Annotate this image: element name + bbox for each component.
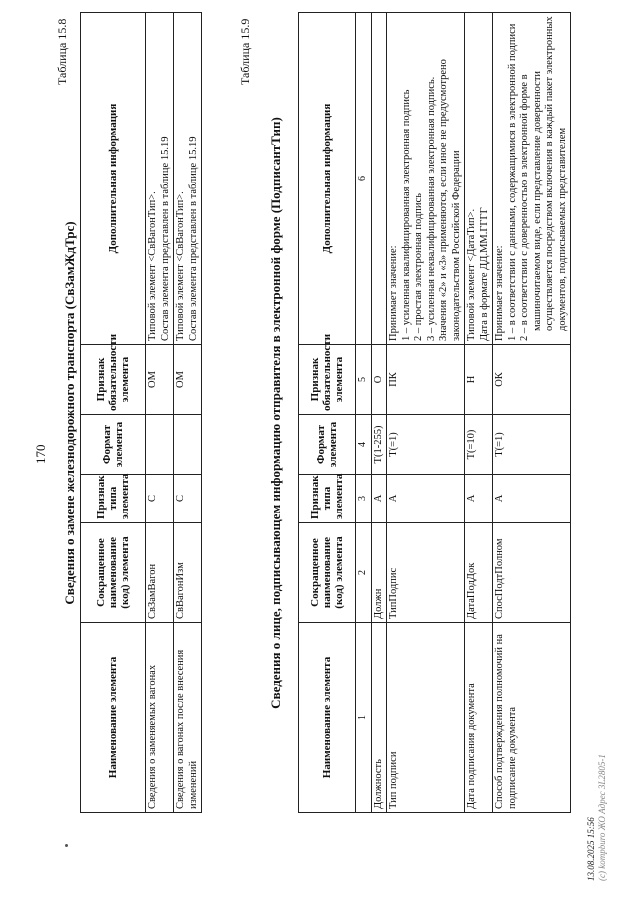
cell-element-required: ПК bbox=[387, 345, 465, 415]
header-element-format: Формат элемента bbox=[299, 415, 356, 475]
cell-element-code: СпосПодтПолном bbox=[493, 523, 571, 623]
info-line: 2 – простая электронная подпись bbox=[413, 193, 424, 341]
cell-element-format bbox=[146, 415, 174, 475]
table-index-row bbox=[356, 13, 372, 813]
header-element-type: Признак типа элемента bbox=[299, 475, 356, 523]
table-row bbox=[387, 13, 465, 813]
cell-element-type: А bbox=[371, 475, 387, 523]
stamp-date: 13.08.2025 15:56 bbox=[586, 817, 596, 881]
header-element-format: Формат элемента bbox=[81, 415, 146, 475]
cell-element-format bbox=[174, 415, 202, 475]
cell-element-code: ДатаПодДок bbox=[465, 523, 493, 623]
info-line: Значения «2» и «3» применяются, если иное не предусмотрено законодательством Российской Федерации bbox=[438, 59, 462, 341]
table-15-8 bbox=[80, 12, 202, 813]
header-element-code: Сокращенное наименование (код) элемента bbox=[81, 523, 146, 623]
table-row bbox=[174, 13, 202, 813]
table-number-15-8: Таблица 15.8 bbox=[55, 18, 69, 85]
cell-element-name: Тип подписи bbox=[387, 623, 465, 813]
cell-element-required: ОК bbox=[493, 345, 571, 415]
table-caption-15-9: Сведения о лице, подписывающем информацию отправителя в электронной форме (ПодписантТип) bbox=[268, 117, 283, 709]
cell-additional-info bbox=[387, 13, 465, 345]
index-cell: 1 bbox=[356, 623, 372, 813]
cell-additional-info bbox=[174, 13, 202, 345]
cell-element-type: С bbox=[146, 475, 174, 523]
cell-element-name: Дата подписания документа bbox=[465, 623, 493, 813]
info-line: Состав элемента представлен в таблице 15.19 bbox=[187, 136, 199, 341]
cell-additional-info bbox=[465, 13, 493, 345]
scan-speck bbox=[65, 844, 68, 847]
cell-additional-info bbox=[371, 13, 387, 345]
page-number: 170 bbox=[33, 444, 48, 464]
cell-element-type: А bbox=[465, 475, 493, 523]
info-line: 3 – усиленная неквалифицированная электронная подпись. bbox=[425, 76, 437, 341]
table-header-row bbox=[299, 13, 356, 813]
header-element-name: Наименование элемента bbox=[299, 623, 356, 813]
table-number-15-9: Таблица 15.9 bbox=[238, 18, 252, 85]
cell-element-format: T(=1) bbox=[493, 415, 571, 475]
info-line: Типовой элемент <ДатаТип>. bbox=[466, 208, 477, 341]
cell-element-required: Н bbox=[465, 345, 493, 415]
stamp-org: (c) kompburo ЖО Адрес 3L2805-1 bbox=[597, 754, 607, 881]
header-element-name: Наименование элемента bbox=[81, 623, 146, 813]
cell-element-type: А bbox=[387, 475, 465, 523]
index-cell: 5 bbox=[356, 345, 372, 415]
info-line: Типовой элемент <СвВагонТип>. bbox=[147, 191, 158, 341]
index-cell: 4 bbox=[356, 415, 372, 475]
info-line: Типовой элемент <СвВагонТип>. bbox=[175, 191, 186, 341]
header-additional-info: Дополнительная информация bbox=[81, 13, 146, 345]
header-element-required: Признак обязательности элемента bbox=[81, 345, 146, 415]
info-line: Дата в формате ДД.ММ.ГГГГ bbox=[478, 207, 490, 341]
info-line: Принимает значение: bbox=[494, 245, 505, 341]
cell-element-format: T(=10) bbox=[465, 415, 493, 475]
header-additional-info: Дополнительная информация bbox=[299, 13, 356, 345]
cell-element-type: А bbox=[493, 475, 571, 523]
table-row bbox=[465, 13, 493, 813]
cell-element-name: Должность bbox=[371, 623, 387, 813]
cell-element-required: ОМ bbox=[146, 345, 174, 415]
cell-element-name: Сведения о вагонах после внесения изменений bbox=[174, 623, 202, 813]
table-header-row bbox=[81, 13, 146, 813]
cell-element-code: СвЗамВагон bbox=[146, 523, 174, 623]
cell-additional-info bbox=[146, 13, 174, 345]
info-line: 2 – в соответствии с доверенностью в электронной форме в машиночитаемом виде, если представление доверенности осуществляется посредством включения в каждый пакет электронных документов, подписываемых представителем bbox=[519, 16, 568, 341]
header-element-code: Сокращенное наименование (код) элемента bbox=[299, 523, 356, 623]
cell-element-name: Сведения о заменяемых вагонах bbox=[146, 623, 174, 813]
index-cell: 6 bbox=[356, 13, 372, 345]
table-row bbox=[371, 13, 387, 813]
table-row bbox=[493, 13, 571, 813]
cell-element-type: С bbox=[174, 475, 202, 523]
index-cell: 2 bbox=[356, 523, 372, 623]
header-element-required: Признак обязательности элемента bbox=[299, 345, 356, 415]
cell-element-name: Способ подтверждения полномочий на подписание документа bbox=[493, 623, 571, 813]
header-element-type: Признак типа элемента bbox=[81, 475, 146, 523]
cell-element-required: О bbox=[371, 345, 387, 415]
cell-element-code: СвВагонИзм bbox=[174, 523, 202, 623]
cell-element-format: T(=1) bbox=[387, 415, 465, 475]
cell-element-format: T(1-255) bbox=[371, 415, 387, 475]
info-line: Состав элемента представлен в таблице 15.19 bbox=[159, 136, 171, 341]
cell-element-code: Должн bbox=[371, 523, 387, 623]
table-row bbox=[146, 13, 174, 813]
cell-element-required: ОМ bbox=[174, 345, 202, 415]
cell-additional-info bbox=[493, 13, 571, 345]
info-line: 1 – усиленная квалифицированная электронная подпись bbox=[400, 89, 412, 341]
print-stamp bbox=[586, 754, 608, 881]
table-caption-15-8: Сведения о замене железнодорожного транспорта (СвЗамЖдТрс) bbox=[62, 221, 77, 605]
table-15-9 bbox=[298, 12, 571, 813]
cell-element-code: ТипПодпис bbox=[387, 523, 465, 623]
info-line: 1 – в соответствии с данными, содержащимися в электронной подписи bbox=[506, 23, 518, 341]
index-cell: 3 bbox=[356, 475, 372, 523]
info-line: Принимает значение: bbox=[388, 245, 399, 341]
